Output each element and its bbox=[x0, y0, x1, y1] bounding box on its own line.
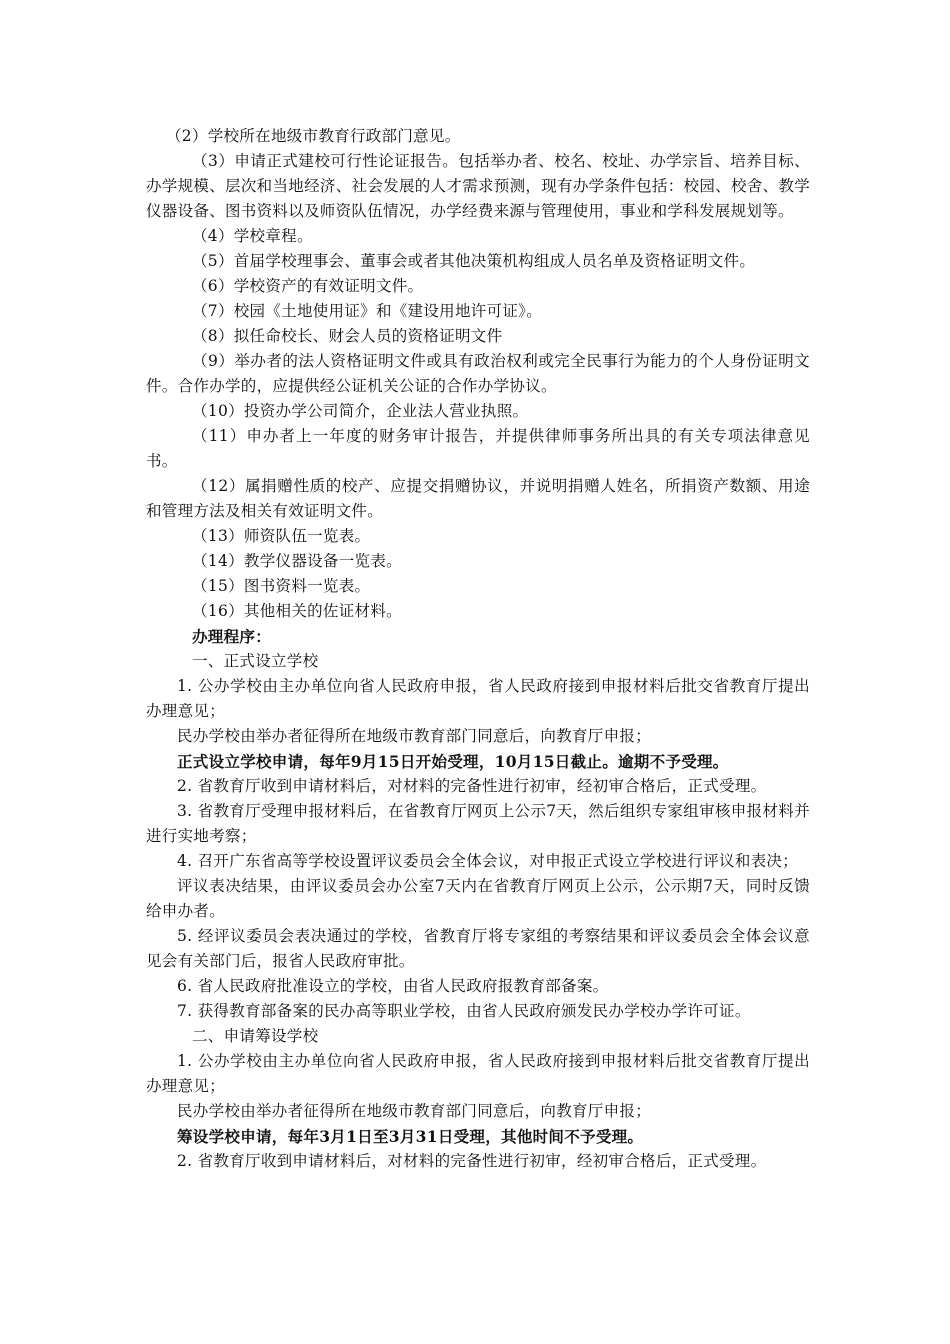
paragraph: （5）首届学校理事会、董事会或者其他决策机构组成人员名单及资格证明文件。 bbox=[192, 252, 756, 270]
paragraph: （2）学校所在地级市教育行政部门意见。 bbox=[166, 127, 461, 145]
bold-paragraph: 筹设学校申请，每年3月1日至3月31日受理，其他时间不予受理。 bbox=[177, 1127, 644, 1146]
paragraph: 5. 经评议委员会表决通过的学校，省教育厅将专家组的考察结果和评议委员会全体会议意见会有关部门后，报省人民政府审批。 bbox=[146, 927, 810, 970]
paragraph: 7. 获得教育部备案的民办高等职业学校，由省人民政府颁发民办学校办学许可证。 bbox=[177, 1002, 751, 1020]
document-body bbox=[146, 124, 810, 1174]
paragraph: 2. 省教育厅收到申请材料后，对材料的完备性进行初审，经初审合格后，正式受理。 bbox=[177, 1152, 767, 1170]
paragraph: （13）师资队伍一览表。 bbox=[192, 527, 371, 545]
paragraph: 一、正式设立学校 bbox=[192, 652, 319, 670]
paragraph: （10）投资办学公司简介，企业法人营业执照。 bbox=[192, 402, 529, 420]
bold-paragraph: 正式设立学校申请，每年9月15日开始受理，10月15日截止。逾期不予受理。 bbox=[177, 752, 729, 771]
paragraph: （7）校园《土地使用证》和《建设用地许可证》。 bbox=[192, 302, 543, 320]
paragraph: 民办学校由举办者征得所在地级市教育部门同意后，向教育厅申报； bbox=[177, 1102, 652, 1120]
paragraph: （8）拟任命校长、财会人员的资格证明文件 bbox=[192, 327, 503, 345]
paragraph: （14）教学仪器设备一览表。 bbox=[192, 552, 402, 570]
paragraph: （6）学校资产的有效证明文件。 bbox=[192, 277, 424, 295]
paragraph: 6. 省人民政府批准设立的学校，由省人民政府报教育部备案。 bbox=[177, 977, 609, 995]
paragraph: 评议表决结果，由评议委员会办公室7天内在省教育厅网页上公示，公示期7天，同时反馈给申办者。 bbox=[146, 877, 810, 920]
paragraph: 1. 公办学校由主办单位向省人民政府申报，省人民政府接到申报材料后批交省教育厅提出办理意见； bbox=[146, 1052, 810, 1095]
paragraph: 民办学校由举办者征得所在地级市教育部门同意后，向教育厅申报； bbox=[177, 727, 652, 745]
paragraph: （11）申办者上一年度的财务审计报告，并提供律师事务所出具的有关专项法律意见书。 bbox=[146, 427, 810, 470]
paragraph: （3）申请正式建校可行性论证报告。包括举办者、校名、校址、办学宗旨、培养目标、办学规模、层次和当地经济、社会发展的人才需求预测，现有办学条件包括：校园、校舍、教学仪器设备、图书资料以及师资队伍情况，办学经费来源与管理使用，事业和学科发展规划等。 bbox=[146, 152, 810, 220]
paragraph: 二、申请筹设学校 bbox=[192, 1027, 319, 1045]
paragraph: （12）属捐赠性质的校产、应提交捐赠协议，并说明捐赠人姓名，所捐资产数额、用途和管理方法及相关有效证明文件。 bbox=[146, 477, 810, 520]
paragraph: 4. 召开广东省高等学校设置评议委员会全体会议，对申报正式设立学校进行评议和表决； bbox=[177, 852, 799, 870]
paragraph: 3. 省教育厅受理申报材料后，在省教育厅网页上公示7天，然后组织专家组审核申报材料并进行实地考察； bbox=[146, 802, 810, 845]
paragraph: 1. 公办学校由主办单位向省人民政府申报，省人民政府接到申报材料后批交省教育厅提出办理意见； bbox=[146, 677, 810, 720]
bold-paragraph: 办理程序： bbox=[192, 627, 272, 646]
paragraph: （4）学校章程。 bbox=[192, 227, 313, 245]
paragraph: （16）其他相关的佐证材料。 bbox=[192, 602, 402, 620]
paragraph: （9）举办者的法人资格证明文件或具有政治权利或完全民事行为能力的个人身份证明文件。合作办学的，应提供经公证机关公证的合作办学协议。 bbox=[146, 352, 810, 395]
paragraph: 2. 省教育厅收到申请材料后，对材料的完备性进行初审，经初审合格后，正式受理。 bbox=[177, 777, 767, 795]
paragraph: （15）图书资料一览表。 bbox=[192, 577, 371, 595]
